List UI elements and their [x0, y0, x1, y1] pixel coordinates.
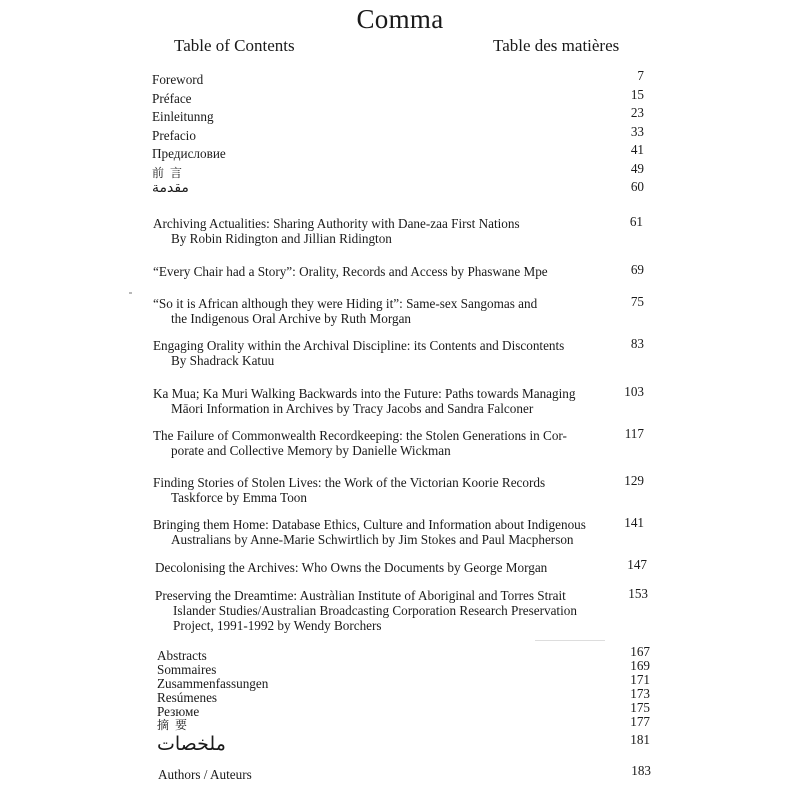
abstract-label: Резюме	[157, 704, 200, 719]
preface-label: Einleitunng	[152, 109, 214, 124]
abstract-label: 摘要	[157, 718, 194, 732]
article-entry	[153, 338, 564, 368]
article-author-line: Māori Information in Archives by Tracy Jacobs and Sandra Falconer	[171, 401, 534, 416]
article-page: 83	[630, 336, 644, 351]
preface-page: 33	[630, 124, 644, 139]
article-page: 69	[630, 262, 644, 277]
scan-speck	[535, 640, 605, 641]
article-title-line: Preserving the Dreamtime: Austràlian Institute of Aboriginal and Torres Strait	[155, 588, 566, 603]
article-page: 103	[624, 384, 644, 399]
article-page: 147	[627, 557, 647, 572]
article-title-line: Archiving Actualities: Sharing Authority with Dane-zaa First Nations	[153, 216, 520, 231]
abstract-page: 177	[630, 714, 650, 729]
authors-label: Authors / Auteurs	[158, 767, 252, 782]
article-title-line: The Failure of Commonwealth Recordkeeping: the Stolen Generations in Cor-	[153, 428, 567, 443]
article-entry	[155, 560, 547, 575]
subheading-english: Table of Contents	[174, 36, 295, 55]
article-entry	[153, 386, 575, 416]
preface-label: Prefacio	[152, 128, 196, 143]
page-title: Comma	[356, 4, 444, 34]
abstract-label: ملخصات	[157, 733, 226, 755]
preface-label: 前言	[152, 166, 189, 180]
preface-page: 60	[630, 179, 644, 194]
article-author-line: porate and Collective Memory by Danielle Wickman	[171, 443, 451, 458]
article-author-line: the Indigenous Oral Archive by Ruth Morgan	[171, 311, 412, 326]
abstract-label: Abstracts	[157, 648, 207, 663]
article-entry	[153, 264, 548, 279]
article-page: 129	[624, 473, 644, 488]
preface-page: 15	[630, 87, 644, 102]
preface-page: 7	[637, 68, 644, 83]
article-entry	[153, 517, 586, 547]
abstract-page: 169	[630, 658, 650, 673]
article-page: 117	[624, 426, 644, 441]
abstract-page: 175	[630, 700, 650, 715]
article-title-line: Decolonising the Archives: Who Owns the Documents by George Morgan	[155, 560, 548, 575]
article-page: 61	[629, 214, 643, 229]
preface-label: Foreword	[152, 72, 204, 87]
scan-speck	[129, 292, 132, 294]
preface-label: Préface	[152, 91, 192, 106]
article-entry	[155, 588, 577, 633]
article-page: 153	[628, 586, 648, 601]
article-entry	[153, 296, 537, 326]
article-author-line: Australians by Anne-Marie Schwirtlich by Jim Stokes and Paul Macpherson	[171, 532, 574, 547]
abstract-label: Zusammenfassungen	[157, 676, 269, 691]
article-author-line: By Robin Ridington and Jillian Ridington	[171, 231, 392, 246]
preface-page: 41	[630, 142, 644, 157]
article-title-line: “Every Chair had a Story”: Orality, Records and Access by Phaswane Mpe	[153, 264, 548, 279]
article-title-line: Bringing them Home: Database Ethics, Culture and Information about Indigenous	[153, 517, 586, 532]
abstract-label: Sommaires	[157, 662, 217, 677]
article-title-line: Ka Mua; Ka Muri Walking Backwards into the Future: Paths towards Managing	[153, 386, 576, 401]
article-author-line: By Shadrack Katuu	[171, 353, 275, 368]
abstract-label: Resúmenes	[157, 690, 218, 705]
article-entry	[153, 475, 545, 505]
article-author-line: Project, 1991-1992 by Wendy Borchers	[173, 618, 382, 633]
article-entry	[153, 428, 567, 458]
article-title-line: “So it is African although they were Hiding it”: Same-sex Sangomas and	[153, 296, 538, 311]
preface-label: Предисловие	[152, 146, 226, 161]
article-entry	[153, 216, 520, 246]
preface-page: 23	[630, 105, 644, 120]
preface-page: 49	[630, 161, 644, 176]
subheading-french: Table des matières	[493, 36, 620, 55]
article-title-line: Engaging Orality within the Archival Discipline: its Contents and Discontents	[153, 338, 565, 353]
abstract-page: 181	[630, 732, 650, 747]
abstract-page: 173	[630, 686, 650, 701]
preface-label: مقدمة	[152, 180, 189, 196]
article-title-line: Finding Stories of Stolen Lives: the Work of the Victorian Koorie Records	[153, 475, 546, 490]
article-author-line: Islander Studies/Australian Broadcasting Corporation Research Preservation	[173, 603, 577, 618]
article-author-line: Taskforce by Emma Toon	[171, 490, 307, 505]
abstract-page: 167	[630, 644, 650, 659]
article-page: 141	[624, 515, 644, 530]
abstract-page: 171	[630, 672, 650, 687]
article-page: 75	[630, 294, 644, 309]
authors-page: 183	[631, 763, 651, 778]
